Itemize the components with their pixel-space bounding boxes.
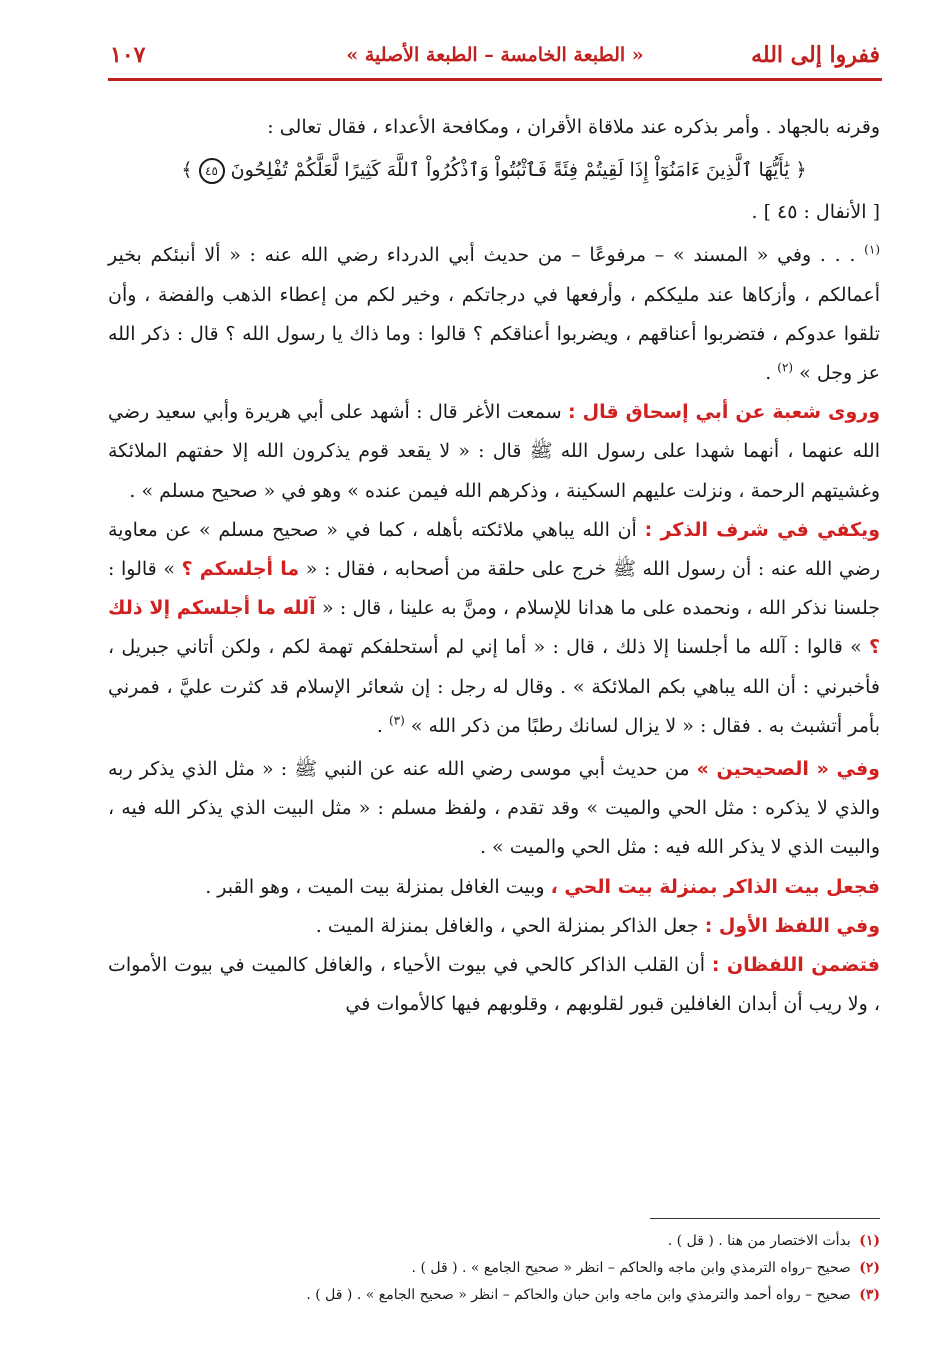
paragraph-4-highlight-c: آلله ما أجلسكم إلا ذلك ؟ [108, 597, 880, 659]
paragraph-3 [108, 393, 880, 511]
paragraph-5-heading: وفي « الصحيحين » [696, 758, 880, 781]
paragraph-6-text: وبيت الغافل بمنزلة بيت الميت ، وهو القبر . [205, 875, 545, 898]
paragraph-4-text-a: أن الله يباهي ملائكته بأهله ، كما في « صحيح مسلم » عن معاوية رضي الله عنه : أن رسول الله ﷺ خرج على حلقة من أصحابه ، فقال : « [108, 518, 880, 581]
footnote-1 [108, 1228, 880, 1255]
quran-reference: [ الأنفال : ٤٥ ] . [751, 201, 880, 224]
footnote-2-number: (٢) [859, 1260, 880, 1276]
paragraph-4-text-c: » قالوا : آلله ما أجلسنا إلا ذلك ، قال : « أما إني لم أستحلفكم تهمة لكم ، ولكن أتاني جبريل ، فأخبرني : أن الله يباهي بكم الملائكة » . وقال له رجل : إن شعائر الإسلام قد كثرت عليَّ ، فمرني بأمر أتشبث به . فقال : « لا يزال لسانك رطبًا من ذكر الله » [108, 636, 880, 737]
footnote-1-text: بدأت الاختصار من هنا . ( قل ) . [667, 1233, 851, 1249]
paragraph-6 [108, 868, 880, 907]
header-divider [108, 78, 882, 81]
edition-label: « الطبعة الخامسة – الطبعة الأصلية » [346, 44, 644, 66]
paragraph-3-text: سمعت الأغر قال : أشهد على أبي هريرة وأبي سعيد رضي الله عنهما ، أنهما شهدا على رسول الله ﷺ قال : « لا يقعد قوم يذكرون الله إلا حفتهم الملائكة وغشيتهم الرحمة ، ونزلت عليهم السكينة ، وذكرهم الله فيمن عنده » وهو في « صحيح مسلم » . [108, 401, 880, 502]
paragraph-6-heading: فجعل بيت الذاكر بمنزلة بيت الحي ، [550, 875, 880, 898]
quran-verse [108, 147, 880, 193]
footnotes [108, 1228, 880, 1309]
footnote-2-text: صحيح –رواه الترمذي وابن ماجه والحاكم – انظر « صحيح الجامع » . ( قل ) . [411, 1260, 851, 1276]
paragraph-7-heading: وفي اللفظ الأول : [704, 914, 880, 937]
paragraph-8-heading: فتضمن اللفظان : [711, 954, 880, 977]
paragraph-1: وقرنه بالجهاد . وأمر بذكره عند ملاقاة الأقران ، ومكافحة الأعداء ، فقال تعالى : [267, 116, 880, 138]
paragraph-3-heading: وروى شعبة عن أبي إسحاق قال : [568, 401, 881, 424]
paragraph-4-text-b: » قالوا : جلسنا نذكر الله ، ونحمده على ما هدانا للإسلام ، ومنَّ به علينا ، قال : « [108, 558, 881, 620]
footnote-3-text: صحيح – رواه أحمد والترمذي وابن ماجه وابن حبان والحاكم – انظر « صحيح الجامع » . ( قل ) . [306, 1287, 851, 1303]
paragraph-8-text: أن القلب الذاكر كالحي في بيوت الأحياء ، والغافل كالميت في بيوت الأموات ، ولا ريب أن أبدان الغافلين قبور لقلوبهم ، وقلوبهم فيها كالأموات في [108, 954, 880, 1016]
paragraph-2-text: . . . وفي « المسند » – مرفوعًا – من حديث أبي الدرداء رضي الله عنه : « ألا أنبئكم بخير أعمالكم ، وأزكاها عند مليككم ، وأرفعها في درجاتكم ، وخير لكم من إعطاء الذهب والفضة ، وأن تلقوا عدوكم ، فتضربوا أعناقهم ، ويضربوا أعناقكم ؟ قالوا : وما ذاك يا رسول الله ؟ قال : ذكر الله عز وجل » [108, 244, 880, 385]
footnote-3 [108, 1282, 880, 1309]
paragraph-4-heading: ويكفي في شرف الذكر : [644, 518, 881, 541]
paragraph-5 [108, 750, 880, 868]
paragraph-4-highlight-b: ما أجلسكم ؟ [181, 558, 300, 581]
paragraph-2 [108, 236, 880, 393]
page-header [110, 38, 880, 78]
paragraph-7-text: جعل الذاكر بمنزلة الحي ، والغافل بمنزلة الميت . [315, 914, 699, 937]
paragraph-5-text: من حديث أبي موسى رضي الله عنه عن النبي ﷺ : « مثل الذي يذكر ربه والذي لا يذكره : مثل الحي والميت » وقد تقدم ، ولفظ مسلم : « مثل البيت الذي يذكر الله فيه ، والبيت الذي لا يذكر الله فيه : مثل الحي والميت » . [108, 758, 880, 859]
footnote-marker-1: (١) [864, 243, 880, 258]
paragraph-4-end: . [376, 714, 383, 737]
footnote-marker-2: (٢) [777, 360, 794, 375]
quran-close-bracket: ﴾ [181, 159, 193, 182]
quran-verse-text: ﴿ يَٰأَيُّهَا ٱلَّذِينَ ءَامَنُوٓاْ إِذَا لَقِيتُمْ فِئَةً فَٱثْبُتُواْ وَٱذْكُرُواْ ٱللَّهَ كَثِيرًا لَّعَلَّكُمْ تُفْلِحُونَ [230, 159, 807, 182]
footnote-marker-3: (٣) [388, 713, 405, 728]
footnote-2 [108, 1255, 880, 1282]
paragraph-4 [108, 511, 880, 746]
footnote-1-number: (١) [859, 1233, 880, 1249]
paragraph-7 [108, 907, 880, 946]
paragraph-2-end: . [765, 362, 772, 385]
paragraph-8 [108, 946, 880, 1024]
footnote-divider [650, 1218, 880, 1219]
verse-number-icon: ٤٥ [199, 158, 225, 184]
book-title: ففروا إلى الله [751, 42, 880, 68]
page-number: ١٠٧ [110, 42, 146, 68]
footnote-3-number: (٣) [859, 1287, 880, 1303]
page-body [108, 108, 880, 1024]
